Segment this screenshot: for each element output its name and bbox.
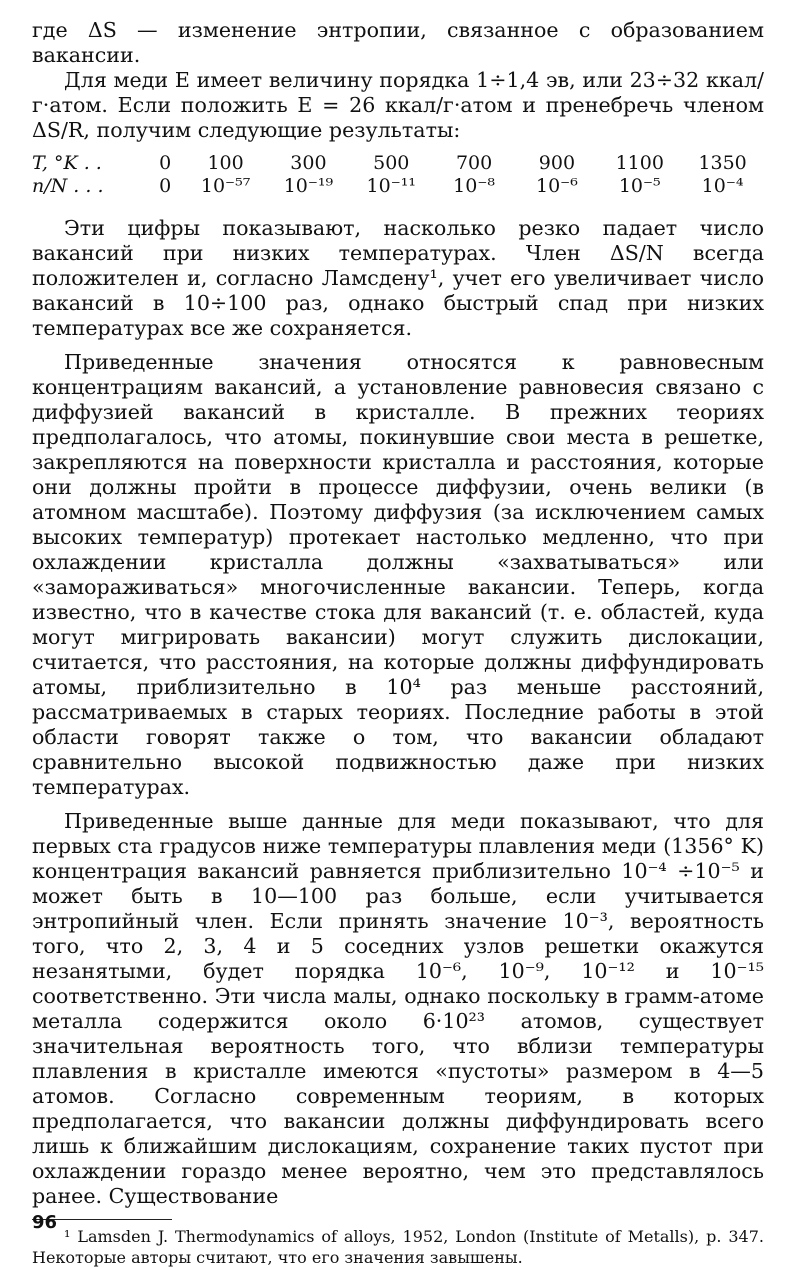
paragraph-intro: где ΔS — изменение энтропии, связанное с образованием вакансии.	[32, 18, 764, 67]
table-row-concentration	[32, 175, 764, 198]
table-cell: 300	[290, 152, 327, 174]
table-cell: 10⁻⁸	[453, 175, 495, 197]
table-cell: 100	[207, 152, 244, 174]
table-cell: 1350	[698, 152, 747, 174]
table-cell: 0	[159, 152, 172, 174]
page-number: 96	[32, 1212, 58, 1233]
table-cell: 10⁻⁵⁷	[200, 175, 251, 197]
row-label-temperature: T, °K . .	[32, 152, 102, 174]
paragraph-numbers: Эти цифры показывают, насколько резко падает число вакансий при низких температурах. Член ΔS/N всегда положителен и, согласно Ламсдену¹, учет его увеличивает число вакансий в 10÷100 раз, однако быстрый спад при низких температурах все же сохраняется.	[32, 216, 764, 340]
table-cell: 700	[455, 152, 493, 174]
table-cell: 10⁻¹¹	[366, 175, 416, 197]
table-cell: 500	[373, 152, 410, 174]
footnote: ¹ Lamsden J. Thermodynamics of alloys, 1952, London (Institute of Metalls), p. 347. Некоторые авторы считают, что его значения завышены.	[32, 1227, 764, 1267]
paragraph-copper: Для меди E имеет величину порядка 1÷1,4 эв, или 23÷32 ккал/г·атом. Если положить E = 26 ккал/г·атом и пренебречь членом ΔS/R, получим следующие результаты:	[32, 68, 764, 142]
table-cell: 10⁻⁴	[701, 175, 744, 197]
table-row-temperature	[32, 152, 764, 175]
table-cell: 0	[159, 175, 172, 197]
table-cell: 10⁻⁵	[618, 175, 661, 197]
page-content	[32, 18, 764, 1268]
vacancy-table	[32, 152, 764, 198]
table-cell: 10⁻⁶	[536, 175, 578, 197]
table-cell: 1100	[615, 152, 664, 174]
table-cell: 900	[538, 152, 576, 174]
paragraph-diffusion: Приведенные значения относятся к равновесным концентрациям вакансий, а установление равновесия связано с диффузией вакансий в кристалле. В прежних теориях предполагалось, что атомы, покинувшие свои места в решетке, закрепляются на поверхности кристалла и расстояния, которые они должны пройти в процессе диффузии, очень велики (в атомном масштабе). Поэтому диффузия (за исключением самых высоких температур) протекает настолько медленно, что при охлаждении кристалла должны «захватываться» или «замораживаться» многочисленные вакансии. Теперь, когда известно, что в качестве стока для вакансий (т. е. областей, куда могут мигрировать вакансии) могут служить дислокации, считается, что расстояния, на которые должны диффундировать атомы, приблизительно в 10⁴ раз меньше расстояний, рассматриваемых в старых теориях. Последние работы в этой области говорят также о том, что вакансии обладают сравнительно высокой подвижностью даже при низких температурах.	[32, 350, 764, 799]
row-label-concentration: n/N . . .	[32, 175, 104, 197]
paragraph-copper-data: Приведенные выше данные для меди показывают, что для первых ста градусов ниже температуры плавления меди (1356° K) концентрация вакансий равняется приблизительно 10⁻⁴ ÷10⁻⁵ и может быть в 10—100 раз больше, если учитывается энтропийный член. Если принять значение 10⁻³, вероятность того, что 2, 3, 4 и 5 соседних узлов решетки окажутся незанятыми, будет порядка 10⁻⁶, 10⁻⁹, 10⁻¹² и 10⁻¹⁵ соответственно. Эти числа малы, однако поскольку в грамм-атоме металла содержится около 6·10²³ атомов, существует значительная вероятность того, что вблизи температуры плавления в кристалле имеются «пустоты» размером в 4—5 атомов. Согласно современным теориям, в которых предполагается, что вакансии должны диффундировать всего лишь к ближайшим дислокациям, сохранение таких пустот при охлаждении гораздо менее вероятно, чем это представлялось ранее. Существование	[32, 809, 764, 1208]
table-cell: 10⁻¹⁹	[283, 175, 334, 197]
